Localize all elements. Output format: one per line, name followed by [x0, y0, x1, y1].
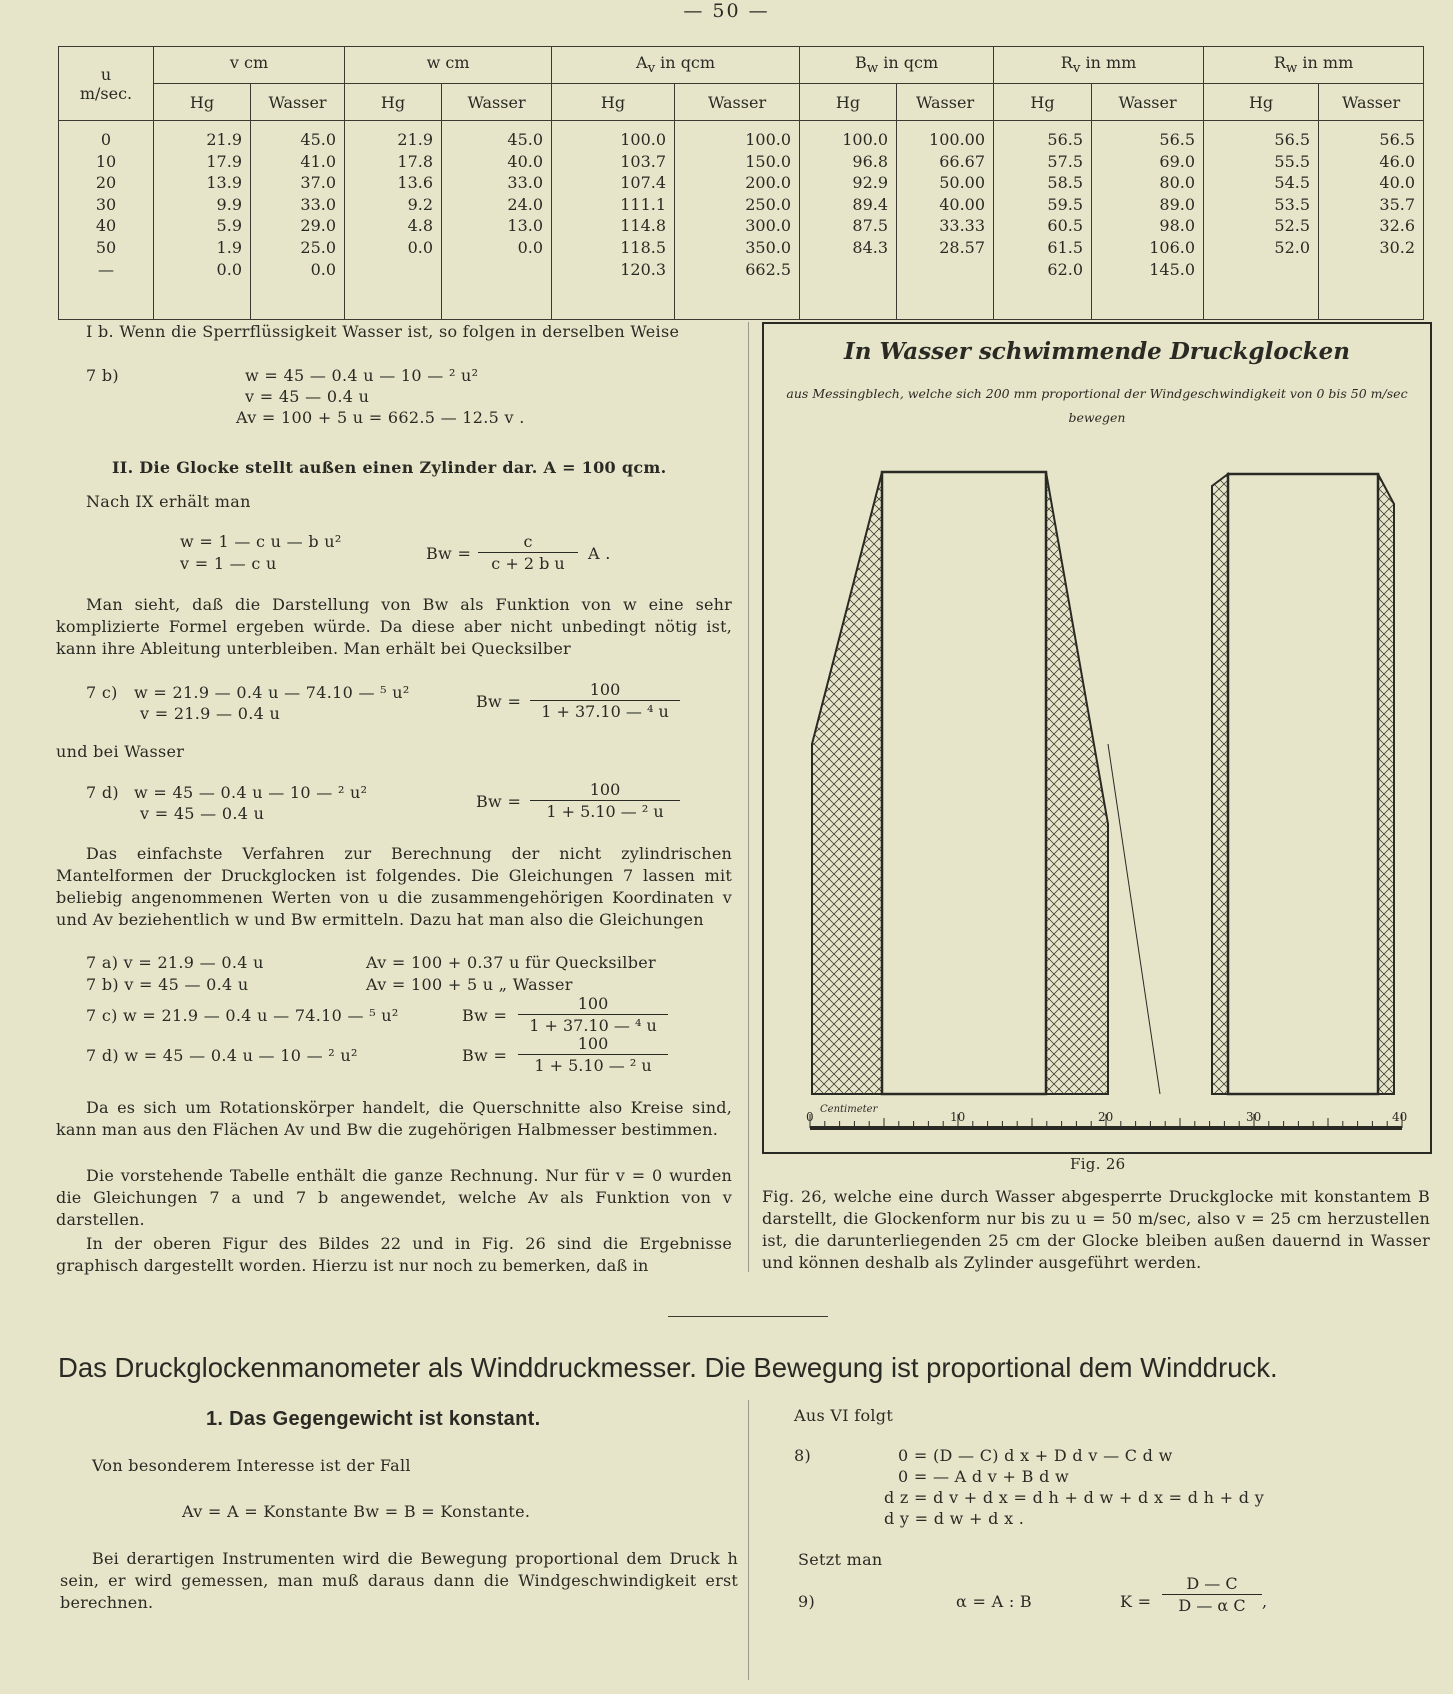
table-cell: 29.0 — [300, 216, 337, 236]
subheader-wasser: Wasser — [442, 84, 552, 121]
scale-tick-label: 20 — [1098, 1110, 1114, 1124]
table-cell: 100.00 — [929, 130, 986, 149]
aus-vi: Aus VI folgt — [794, 1406, 894, 1425]
eq-7d-line2: v = 45 — 0.4 u — [140, 804, 265, 823]
scale-tick-label: 30 — [1246, 1110, 1262, 1124]
eq-7c-fraction: $\frac{100}{\text{1 + 37.10 — ⁴ u}}$ — [530, 680, 680, 721]
table-column — [251, 121, 345, 320]
table-column-u — [59, 121, 154, 320]
table-cell: 60.5 — [1047, 216, 1084, 236]
table-column — [1092, 121, 1204, 320]
bw-tail: A . — [588, 544, 611, 563]
table-column — [345, 121, 442, 320]
table-cell — [905, 259, 985, 281]
table-cell: 0.0 — [407, 237, 434, 257]
table-cell — [1212, 259, 1310, 281]
para-von: Von besonderem Interesse ist der Fall — [92, 1456, 411, 1475]
table-cell: 69.0 — [1159, 151, 1196, 171]
table-cell: 45.0 — [507, 130, 544, 149]
eq-7b-label: 7 b) — [86, 366, 119, 385]
table-cell: 56.5 — [1274, 130, 1311, 149]
figure-subtitle: aus Messingblech, welche sich 200 mm proportional der Windgeschwindigkeit von 0 bis 50 m/sec — [786, 386, 1408, 401]
para-4: Die vorstehende Tabelle enthält die ganze Rechnung. Nur für v = 0 wurden die Gleichungen 7 a und 7 b angewendet, welche Av als Funktion von v darstellen. — [56, 1166, 732, 1229]
table-column — [442, 121, 552, 320]
section-rule — [668, 1316, 828, 1317]
sum-7b: 7 b) v = 45 — 0.4 u — [86, 975, 249, 994]
subheader-hg: Hg — [1204, 84, 1319, 121]
table-cell: 0.0 — [517, 237, 544, 257]
table-row — [59, 121, 1424, 320]
setzt-man: Setzt man — [798, 1550, 883, 1569]
table-cell: 100.0 — [745, 130, 792, 149]
table-cell: 89.4 — [852, 194, 889, 214]
table-cell: 52.5 — [1274, 216, 1311, 236]
figure-description: Fig. 26, welche eine durch Wasser abgesperrte Druckglocke mit konstantem B darstellt, die Glockenform nur bis zu u = 50 m/sec, also v = 25 cm herzustellen ist, die darunterliegenden 25 cm der Glocke bleiben außen dauernd in Wasser und können deshalb als Zylinder ausgeführt werden. — [762, 1187, 1430, 1272]
sum-7d-fraction: $\frac{100}{\text{1 + 5.10 — ² u}}$ — [518, 1034, 668, 1075]
scale-label: Centimeter — [820, 1104, 878, 1115]
para-1: Man sieht, daß die Darstellung von Bw als Funktion von w eine sehr komplizierte Formel ergeben würde. Da diese aber nicht unbedingt nötig ist, kann ihre Ableitung unterbleiben. Man erhält bei Quecksilber — [56, 595, 732, 658]
subheader-wasser: Wasser — [675, 84, 800, 121]
eq-8-line4: d y = d w + d x . — [884, 1509, 1025, 1528]
eq-constants: Av = A = Konstante Bw = B = Konstante. — [182, 1502, 531, 1521]
figure-26 — [762, 322, 1432, 1154]
table-cell: 52.0 — [1274, 237, 1311, 257]
eq-7c-label: 7 c) — [86, 683, 118, 702]
table-cell: 92.9 — [852, 173, 889, 193]
table-column — [1204, 121, 1319, 320]
para-instrumente: Bei derartigen Instrumenten wird die Bewegung proportional dem Druck h sein, er wird gemessen, man muß daraus dann die Windgeschwindigkeit erst berechnen. — [60, 1549, 738, 1612]
table-cell: 662.5 — [745, 259, 792, 279]
table-cell: 9.2 — [407, 194, 434, 214]
eq-7c-lhs: Bw = — [476, 692, 522, 711]
subheader-wasser: Wasser — [897, 84, 994, 121]
table-cell: 61.5 — [1047, 237, 1084, 257]
eq-7b-line2: v = 45 — 0.4 u — [245, 387, 370, 406]
table-cell: 120.3 — [620, 259, 667, 279]
table-cell: 13.6 — [397, 173, 434, 193]
table-cell: 45.0 — [300, 130, 337, 149]
sum-7c-lhs: Bw = — [462, 1006, 508, 1025]
table-cell: 100.0 — [842, 130, 889, 149]
table-cell: 0 — [100, 130, 112, 149]
table-cell: 1.9 — [216, 237, 242, 257]
table-cell: 40.00 — [939, 194, 986, 214]
table-column — [675, 121, 800, 320]
table-cell: 145.0 — [1149, 259, 1196, 279]
header-group-v: v cm — [154, 47, 345, 84]
eq-7b-line1: w = 45 — 0.4 u — 10 — ² u² — [245, 366, 479, 385]
table-cell: 50 — [95, 237, 117, 257]
table-column — [897, 121, 994, 320]
table-cell: 107.4 — [620, 173, 667, 193]
table-cell: 25.0 — [300, 237, 337, 257]
table-cell: 13.0 — [507, 216, 544, 236]
table-cell: 30 — [95, 194, 117, 214]
table-cell: 98.0 — [1159, 216, 1196, 236]
table-column — [552, 121, 675, 320]
sum-7c-fraction: $\frac{100}{\text{1 + 37.10 — ⁴ u}}$ — [518, 994, 668, 1035]
eq-7d-line1: w = 45 — 0.4 u — 10 — ² u² — [134, 783, 368, 802]
table-cell: 33.0 — [507, 173, 544, 193]
table-cell: 5.9 — [216, 216, 242, 236]
header-group-av: $A_v$ in qcm — [552, 47, 800, 84]
header-u: u m/sec. — [59, 47, 154, 121]
table-cell: 17.9 — [206, 151, 242, 171]
table-cell: 56.5 — [1159, 130, 1196, 149]
table-cell: 53.5 — [1274, 194, 1311, 214]
und-wasser: und bei Wasser — [56, 742, 185, 761]
eq-7d-label: 7 d) — [86, 783, 119, 802]
table-cell: 59.5 — [1047, 194, 1084, 214]
table-cell: 28.57 — [939, 237, 986, 257]
subheader-hg: Hg — [994, 84, 1092, 121]
eq-v-simple: v = 1 — c u — [180, 554, 277, 573]
eq-8-label: 8) — [794, 1446, 812, 1465]
table-cell: 30.2 — [1379, 237, 1416, 257]
subheader-wasser: Wasser — [251, 84, 345, 121]
subheader-hg: Hg — [800, 84, 897, 121]
scale-tick-label: 40 — [1392, 1110, 1408, 1124]
table-cell: 4.8 — [407, 216, 434, 236]
table-cell: 37.0 — [300, 173, 337, 193]
table-cell: 250.0 — [745, 194, 792, 214]
header-group-bw: $B_w$ in qcm — [800, 47, 994, 84]
table-cell: 106.0 — [1149, 237, 1196, 257]
subheader-hg: Hg — [345, 84, 442, 121]
bw-lhs: Bw = — [426, 544, 472, 563]
table-cell: 20 — [95, 173, 117, 193]
table-cell: 118.5 — [620, 237, 667, 257]
table-cell: 89.0 — [1159, 194, 1196, 214]
table-cell: 35.7 — [1379, 194, 1416, 214]
table-cell: 114.8 — [620, 216, 667, 236]
eq-9-label: 9) — [798, 1592, 816, 1611]
table-cell: 40 — [95, 216, 117, 236]
table-cell: 58.5 — [1047, 173, 1084, 193]
table-cell: 87.5 — [852, 216, 889, 236]
table-cell: 56.5 — [1379, 130, 1416, 149]
eq-8-line2: 0 = — A d v + B d w — [898, 1467, 1069, 1486]
eq-7c-line2: v = 21.9 — 0.4 u — [140, 704, 281, 723]
table-column — [994, 121, 1092, 320]
sum-7a: 7 a) v = 21.9 — 0.4 u — [86, 953, 264, 972]
table-cell: 41.0 — [300, 151, 337, 171]
table-cell — [808, 259, 888, 281]
table-cell — [353, 259, 433, 281]
eq-8-line3: d z = d v + d x = d h + d w + d x = d h + d y — [884, 1488, 1265, 1507]
eq-7d-fraction: $\frac{100}{\text{1 + 5.10 — ² u}}$ — [530, 780, 680, 821]
header-group-rw: $R_w$ in mm — [1204, 47, 1424, 84]
para-2: Das einfachste Verfahren zur Berechnung der nicht zylindrischen Mantelformen der Druckglocken ist folgendes. Die Gleichungen 7 lassen mit beliebig angenommenen Werten von u die zusammengehörigen Koordinaten v und Av beziehentlich w und Bw ermitteln. Dazu hat man also die Gleichungen — [56, 844, 732, 929]
table-cell: 21.9 — [397, 130, 434, 149]
eq-9-fraction: $\frac{D — C}{\text{D — α C}}$ — [1162, 1574, 1262, 1615]
table-column — [154, 121, 251, 320]
subheader-hg: Hg — [552, 84, 675, 121]
table-cell: 80.0 — [1159, 173, 1196, 193]
sum-7c: 7 c) w = 21.9 — 0.4 u — 74.10 — ⁵ u² — [86, 1006, 399, 1025]
eq-9-alpha: α = A : B — [956, 1592, 1032, 1611]
table-cell: 57.5 — [1047, 151, 1084, 171]
para-3: Da es sich um Rotationskörper handelt, die Querschnitte also Kreise sind, kann man aus den Flächen Av und Bw die zugehörigen Halbmesser bestimmen. — [56, 1098, 732, 1139]
sum-7d: 7 d) w = 45 — 0.4 u — 10 — ² u² — [86, 1046, 358, 1065]
nach-ix: Nach IX erhält man — [86, 492, 251, 511]
table-cell: 55.5 — [1274, 151, 1311, 171]
table-cell: 111.1 — [620, 194, 667, 214]
bell-right-shape — [1212, 474, 1394, 1094]
table-cell: 32.6 — [1379, 216, 1416, 236]
figure-title: In Wasser schwimmende Druckglocken — [843, 338, 1351, 365]
table-cell: 24.0 — [507, 194, 544, 214]
page-number: — 50 — — [683, 0, 770, 22]
table-cell: 300.0 — [745, 216, 792, 236]
table-cell: 21.9 — [206, 130, 242, 149]
table-cell: — — [98, 259, 114, 279]
eq-9-tail: , — [1262, 1592, 1268, 1611]
table-cell: 56.5 — [1047, 130, 1084, 149]
table-cell: 0.0 — [310, 259, 337, 279]
table-cell: 66.67 — [939, 151, 986, 171]
table-cell: 150.0 — [745, 151, 792, 171]
table-cell — [450, 259, 543, 281]
table-cell: 100.0 — [620, 130, 667, 149]
table-cell: 46.0 — [1379, 151, 1416, 171]
column-divider — [748, 322, 749, 1272]
eq-7d-lhs: Bw = — [476, 792, 522, 811]
table-cell: 103.7 — [620, 151, 667, 171]
table-cell: 10 — [95, 151, 117, 171]
table-cell — [1327, 259, 1415, 281]
section-heading: Das Druckglockenmanometer als Winddruckmesser. Die Bewegung ist proportional dem Winddruck. — [58, 1352, 1278, 1383]
sum-7b-right: Av = 100 + 5 u „ Wasser — [366, 975, 573, 994]
table-cell: 17.8 — [397, 151, 434, 171]
heading-ii: II. Die Glocke stellt außen einen Zylinder dar. A = 100 qcm. — [112, 458, 667, 477]
table-cell: 33.33 — [939, 216, 986, 236]
table-cell: 350.0 — [745, 237, 792, 257]
header-group-w: w cm — [345, 47, 552, 84]
table-cell: 40.0 — [507, 151, 544, 171]
bell-drawing — [764, 324, 1430, 1152]
subheader-hg: Hg — [154, 84, 251, 121]
table-cell: 13.9 — [206, 173, 242, 193]
sum-7a-right: Av = 100 + 0.37 u für Quecksilber — [366, 953, 656, 972]
bottom-column-divider — [748, 1400, 749, 1680]
scale-tick-label: 10 — [950, 1110, 966, 1124]
bell-left-shape — [812, 472, 1160, 1094]
scale-tick-label: 0 — [806, 1110, 814, 1124]
table-cell: 54.5 — [1274, 173, 1311, 193]
table-cell: 62.0 — [1047, 259, 1084, 279]
table-column — [800, 121, 897, 320]
table-cell: 33.0 — [300, 194, 337, 214]
table-cell: 9.9 — [216, 194, 242, 214]
bw-fraction: $\frac{c}{\text{c + 2 b u}}$ — [478, 532, 578, 573]
table-column — [1319, 121, 1424, 320]
sum-7d-lhs: Bw = — [462, 1046, 508, 1065]
eq-w-simple: w = 1 — c u — b u² — [180, 532, 342, 551]
results-table — [58, 46, 1424, 320]
table-cell: 96.8 — [852, 151, 889, 171]
eq-7c-line1: w = 21.9 — 0.4 u — 74.10 — ⁵ u² — [134, 683, 410, 702]
table-cell: 40.0 — [1379, 173, 1416, 193]
header-group-rv: $R_v$ in mm — [994, 47, 1204, 84]
eq-7b-line3: Av = 100 + 5 u = 662.5 — 12.5 v . — [236, 408, 525, 427]
subsection-heading: 1. Das Gegengewicht ist konstant. — [206, 1408, 541, 1430]
para-5: In der oberen Figur des Bildes 22 und in Fig. 26 sind die Ergebnisse graphisch dargestellt worden. Hierzu ist nur noch zu bemerken, daß in — [56, 1234, 732, 1275]
table-cell: 50.00 — [939, 173, 986, 193]
table-cell: 200.0 — [745, 173, 792, 193]
table-cell: 84.3 — [852, 237, 889, 257]
para-ib: I b. Wenn die Sperrflüssigkeit Wasser ist, so folgen in derselben Weise — [86, 322, 680, 341]
figure-caption: Fig. 26 — [1070, 1155, 1126, 1173]
subheader-wasser: Wasser — [1092, 84, 1204, 121]
eq-9-k: K = — [1120, 1592, 1152, 1611]
figure-subtitle-2: bewegen — [1068, 410, 1126, 425]
subheader-wasser: Wasser — [1319, 84, 1424, 121]
table-cell: 0.0 — [216, 259, 242, 279]
eq-8-line1: 0 = (D — C) d x + D d v — C d w — [898, 1446, 1173, 1465]
